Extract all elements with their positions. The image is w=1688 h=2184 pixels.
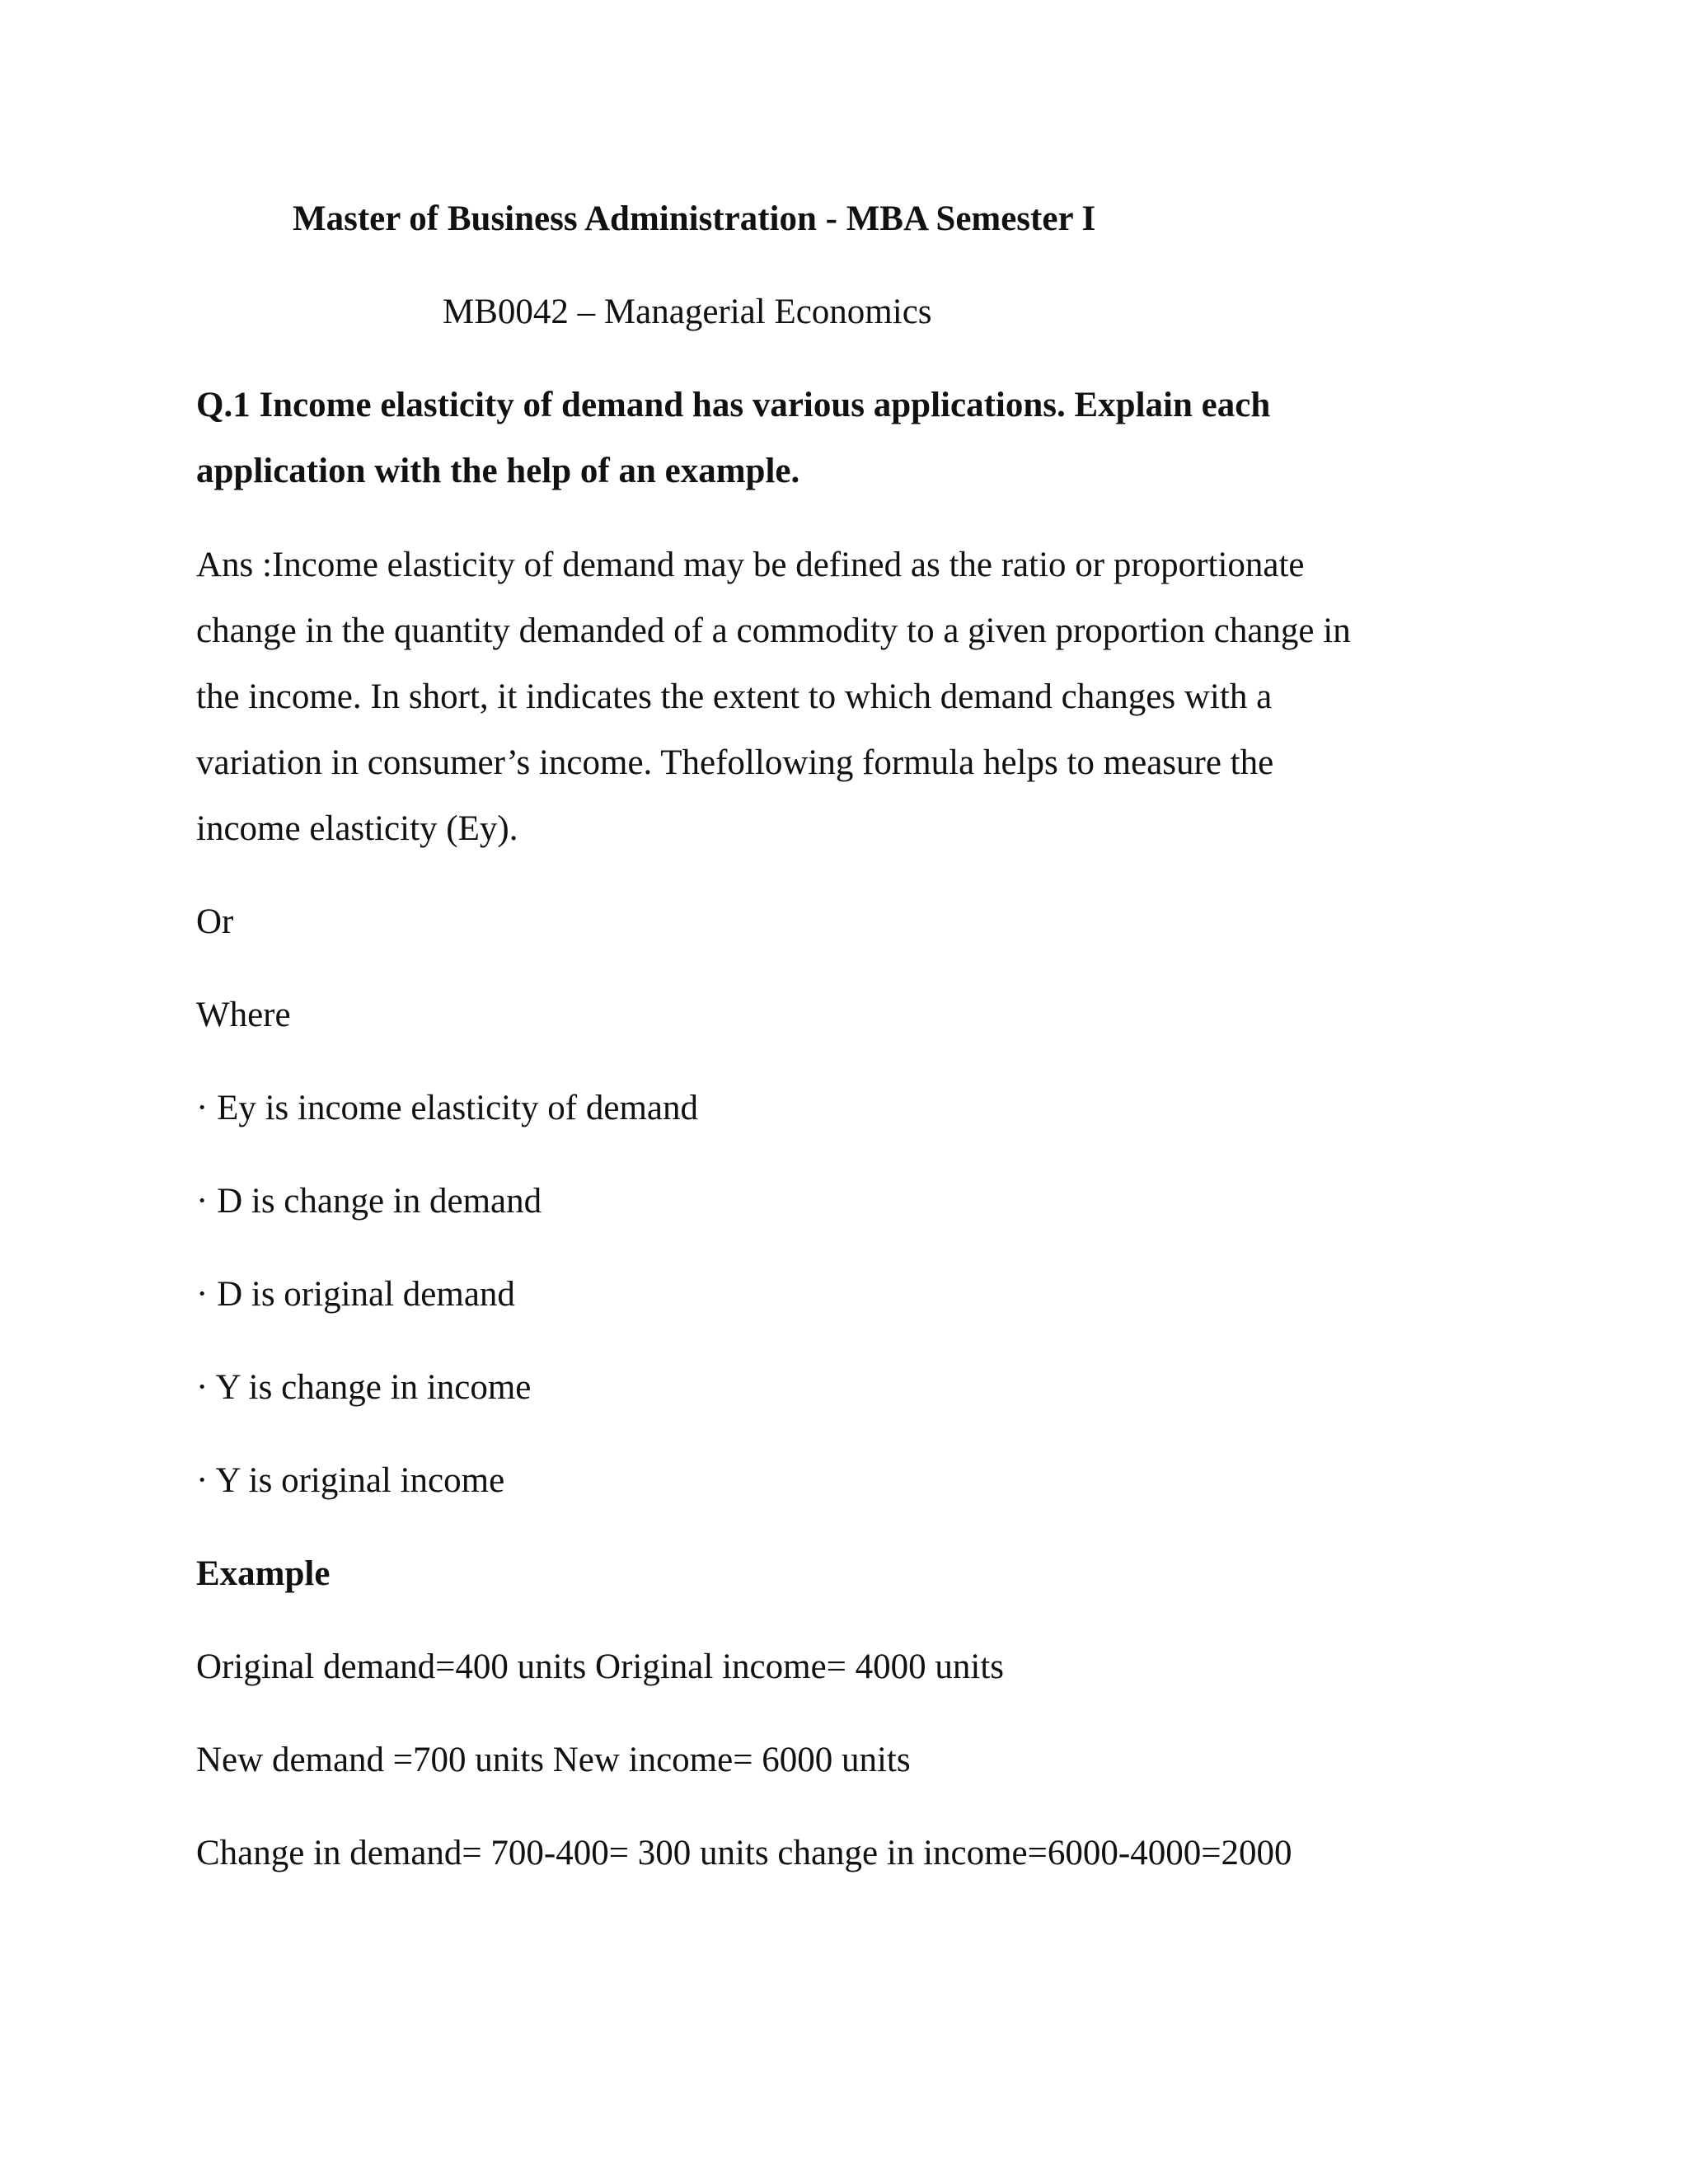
example-line-2: New demand =700 units New income= 6000 units [196,1741,911,1779]
answer-line-4: variation in consumer’s income. Thefollowing formula helps to measure the [196,743,1274,782]
definition-item: · D is change in demand [196,1182,542,1221]
example-line-3: Change in demand= 700-400= 300 units change in income=6000-4000=2000 [196,1834,1292,1872]
question-line-1: Q.1 Income elasticity of demand has various applications. Explain each [196,386,1271,424]
definition-item: · Y is original income [196,1461,505,1500]
or-label: Or [196,902,234,941]
definition-item: · Y is change in income [196,1368,532,1407]
definition-item: · D is original demand [196,1275,515,1314]
answer-line-5: income elasticity (Ey). [196,809,518,848]
where-label: Where [196,996,291,1034]
answer-line-1: Ans :Income elasticity of demand may be defined as the ratio or proportionate [196,546,1305,584]
course-subtitle: MB0042 – Managerial Economics [443,293,932,331]
answer-line-2: change in the quantity demanded of a commodity to a given proportion change in [196,612,1351,650]
answer-line-3: the income. In short, it indicates the extent to which demand changes with a [196,677,1273,716]
example-line-1: Original demand=400 units Original income= 4000 units [196,1647,1005,1686]
document-title: Master of Business Administration - MBA Semester I [293,199,1096,238]
definition-item: · Ey is income elasticity of demand [196,1089,698,1127]
question-line-2: application with the help of an example. [196,452,800,490]
example-heading: Example [196,1554,331,1593]
